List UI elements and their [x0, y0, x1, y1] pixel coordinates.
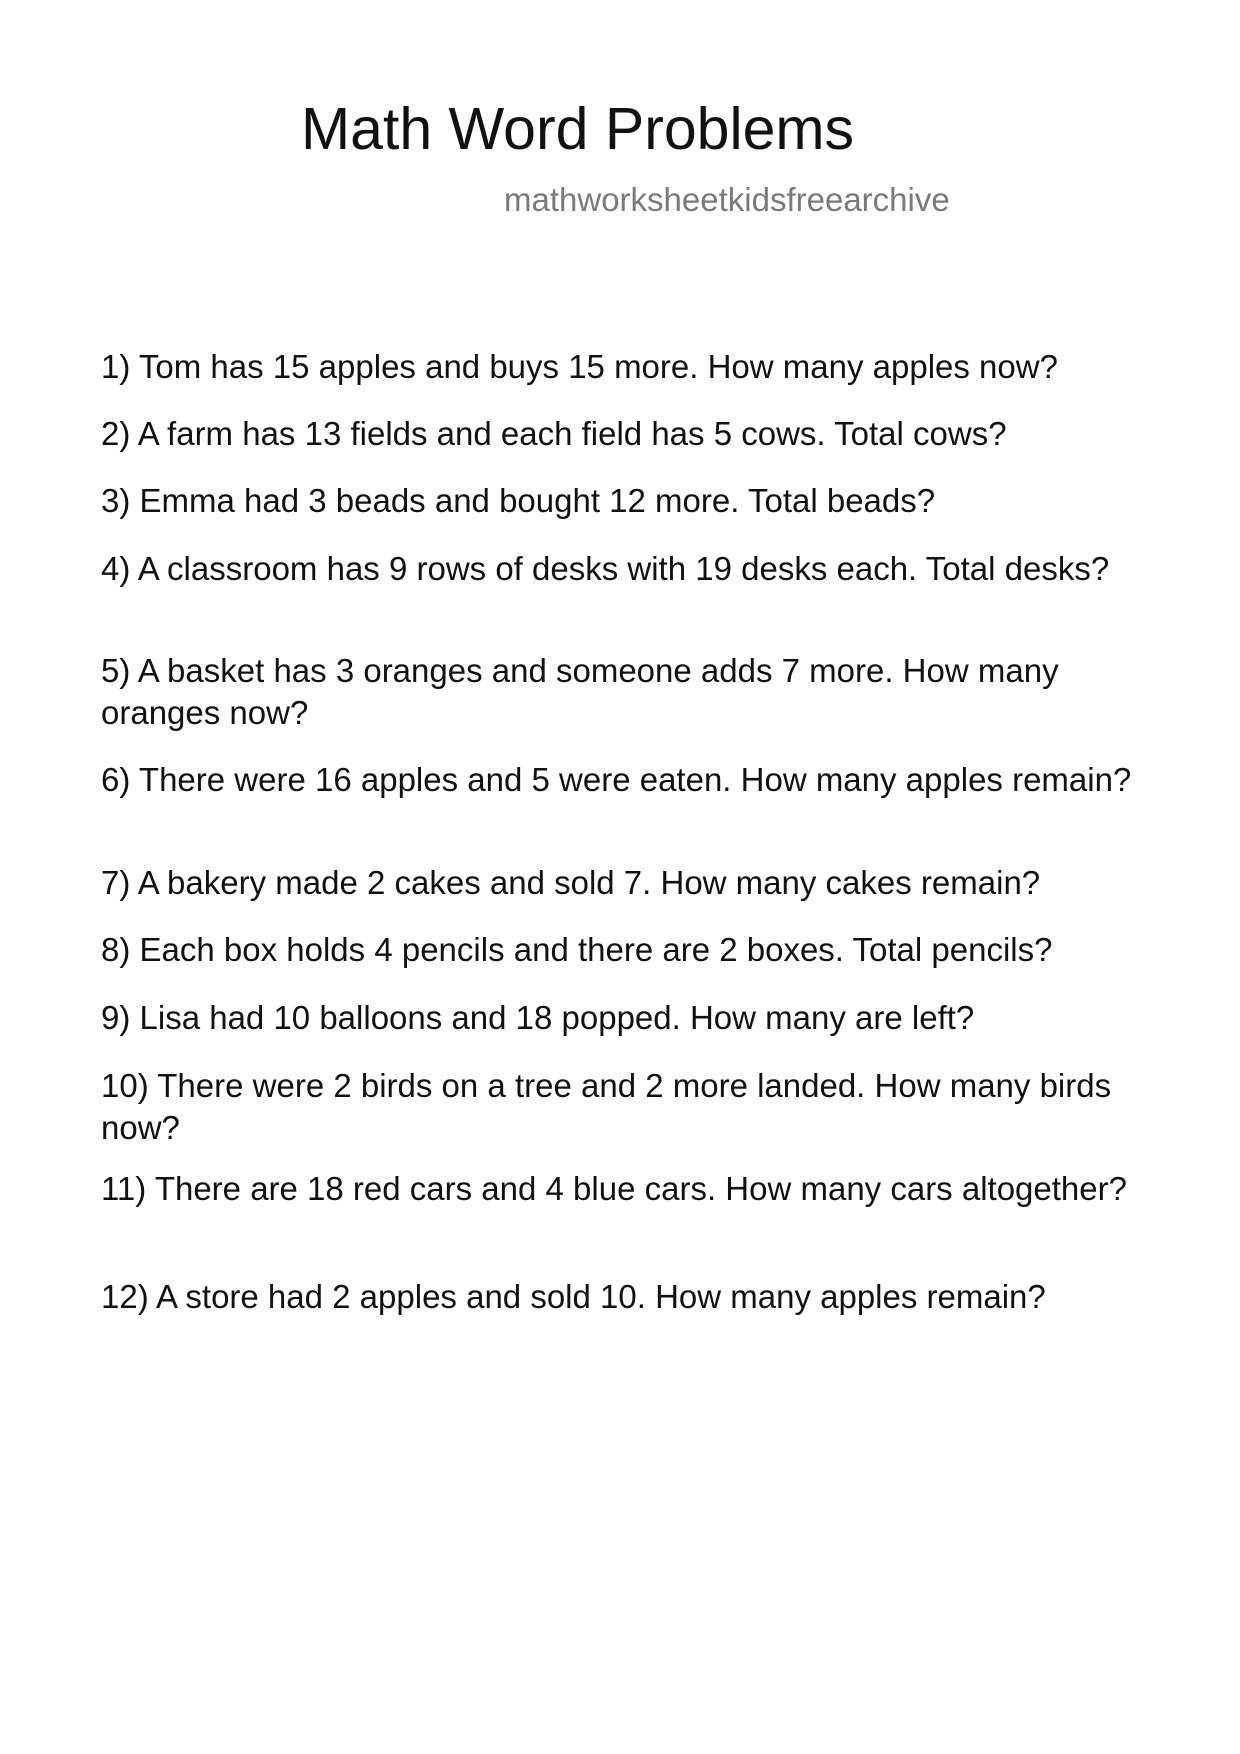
problem-item: 1) Tom has 15 apples and buys 15 more. How many apples now? — [101, 348, 1058, 385]
problem-item: 7) A bakery made 2 cakes and sold 7. How many cakes remain? — [101, 864, 1041, 901]
problem-item: 6) There were 16 apples and 5 were eaten. How many apples remain? — [101, 761, 1132, 798]
page-title: Math Word Problems — [301, 96, 855, 162]
problem-item: 3) Emma had 3 beads and bought 12 more. Total beads? — [101, 482, 936, 519]
problem-item: 2) A farm has 13 fields and each field has 5 cows. Total cows? — [101, 415, 1007, 452]
problem-item: 8) Each box holds 4 pencils and there are 2 boxes. Total pencils? — [101, 931, 1053, 968]
problem-item: 9) Lisa had 10 balloons and 18 popped. How many are left? — [101, 999, 975, 1036]
page-subtitle: mathworksheetkidsfreearchive — [504, 181, 950, 218]
problem-item: 5) A basket has 3 oranges and someone adds 7 more. How many oranges now? — [101, 652, 1059, 731]
problem-item: 11) There are 18 red cars and 4 blue cars. How many cars altogether? — [101, 1170, 1127, 1207]
problem-item: 4) A classroom has 9 rows of desks with 19 desks each. Total desks? — [101, 550, 1110, 587]
problem-item: 12) A store had 2 apples and sold 10. How many apples remain? — [101, 1278, 1046, 1315]
problem-item: 10) There were 2 birds on a tree and 2 more landed. How many birds now? — [101, 1067, 1112, 1146]
